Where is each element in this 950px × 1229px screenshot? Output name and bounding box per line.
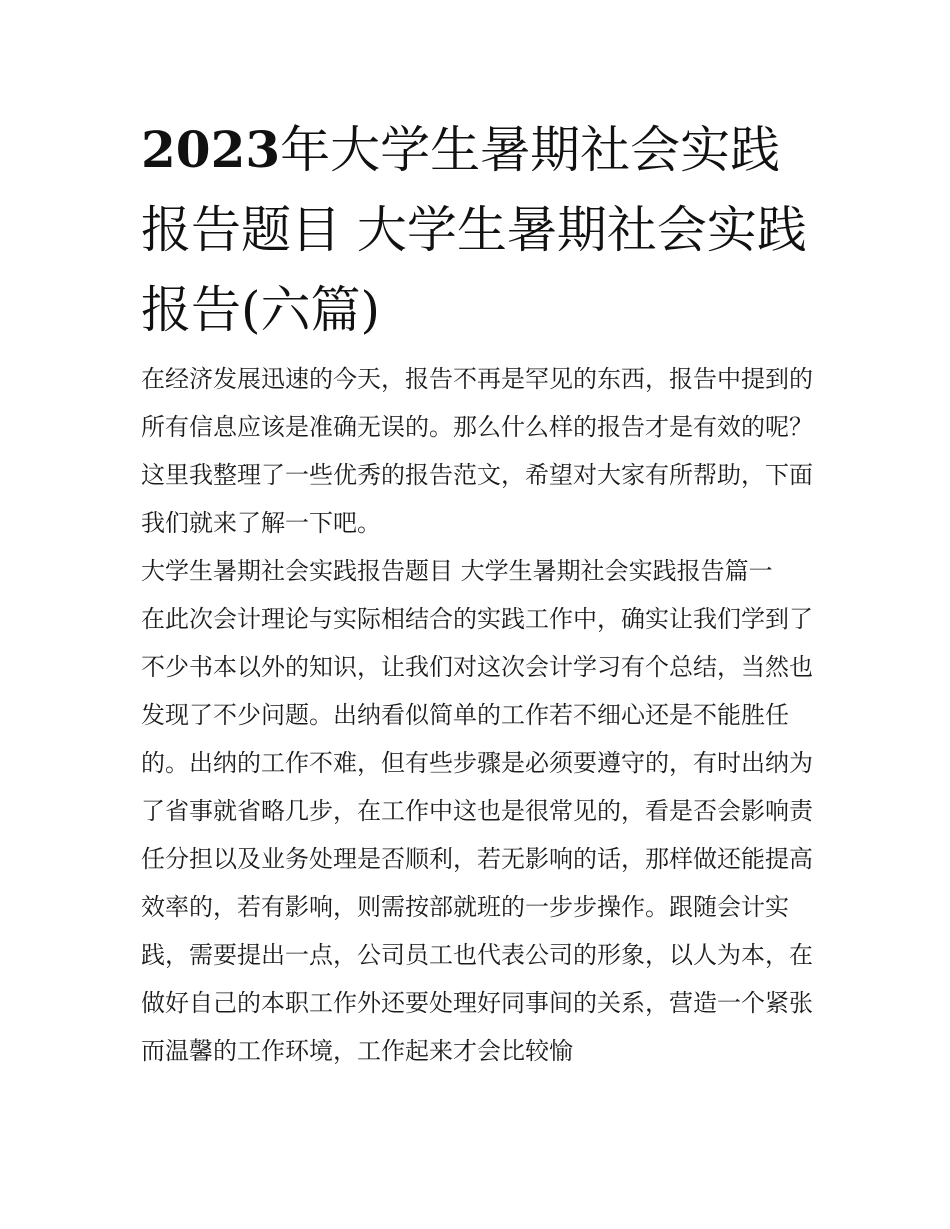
document-body bbox=[141, 355, 813, 1075]
body-paragraph: 在此次会计理论与实际相结合的实践工作中，确实让我们学到了不少书本以外的知识，让我们对这次会计学习有个总结，当然也发现了不少问题。出纳看似简单的工作若不细心还是不能胜任的。出纳的工作不难，但有些步骤是必须要遵守的，有时出纳为了省事就省略几步，在工作中这也是很常见的，看是否会影响责任分担以及业务处理是否顺利，若无影响的话，那样做还能提高效率的，若有影响，则需按部就班的一步步操作。跟随会计实践，需要提出一点，公司员工也代表公司的形象，以人为本，在做好自己的本职工作外还要处理好同事间的关系，营造一个紧张而温馨的工作环境，工作起来才会比较愉 bbox=[141, 605, 813, 1065]
document-title bbox=[141, 110, 821, 350]
title-text: 年大学生暑期社会实践报告题目 大学生暑期社会实践报告(六篇) bbox=[141, 121, 807, 339]
section-heading: 大学生暑期社会实践报告题目 大学生暑期社会实践报告篇一 bbox=[141, 557, 773, 585]
title-year: 2023 bbox=[141, 120, 281, 179]
intro-paragraph: 在经济发展迅速的今天，报告不再是罕见的东西，报告中提到的所有信息应该是准确无误的。那么什么样的报告才是有效的呢？这里我整理了一些优秀的报告范文，希望对大家有所帮助，下面我们就来了解一下吧。 bbox=[141, 365, 813, 537]
